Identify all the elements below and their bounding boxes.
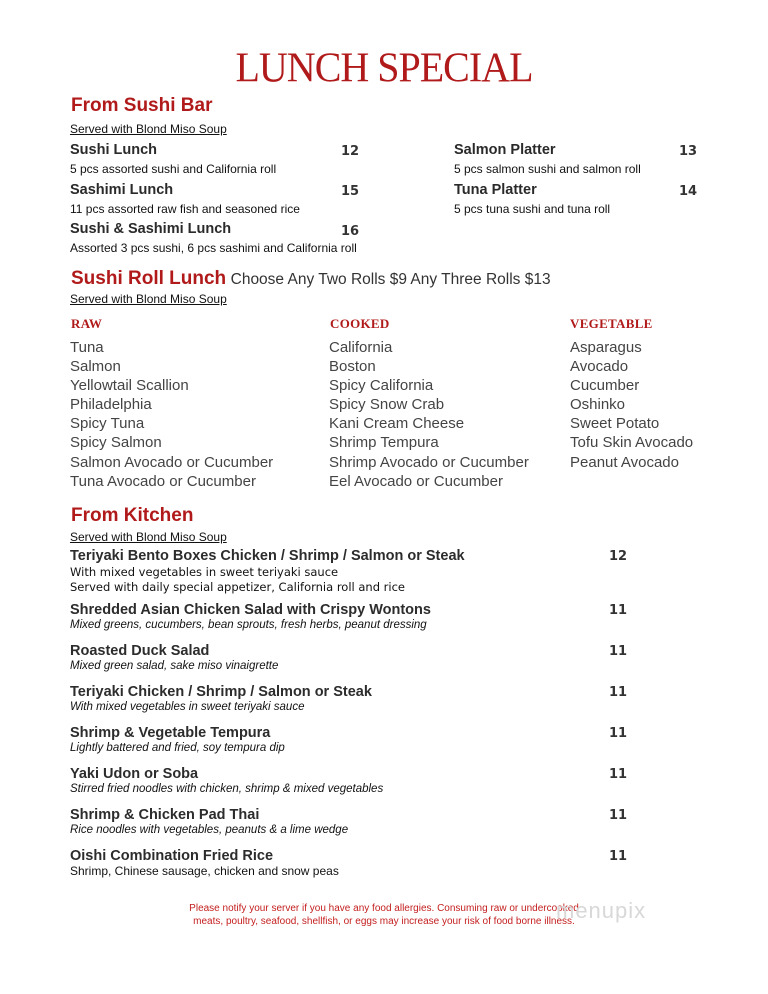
menu-item-desc: Stirred fried noodles with chicken, shrimp & mixed vegetables (70, 783, 384, 795)
roll-lunch-served: Served with Blond Miso Soup (70, 292, 227, 306)
raw-roll-list (70, 338, 273, 491)
list-item: Shrimp Avocado or Cucumber (329, 453, 529, 471)
menu-item-price: 11 (609, 849, 628, 864)
list-item: Spicy Snow Crab (329, 396, 445, 414)
roll-lunch-choose: Choose Any Two Rolls $9 Any Three Rolls $13 (230, 271, 551, 288)
list-item: Eel Avocado or Cucumber (329, 472, 503, 490)
list-item: Sweet Potato (570, 415, 660, 433)
cooked-column-heading: COOKED (330, 316, 390, 331)
menu-item-price: 16 (341, 224, 360, 239)
menu-item-name: Yaki Udon or Soba (70, 766, 199, 782)
page-title: LUNCH SPECIAL (235, 43, 533, 92)
list-item: Boston (329, 358, 376, 376)
list-item: California (329, 339, 393, 356)
menu-item-desc: Assorted 3 pcs sushi, 6 pcs sashimi and California roll (70, 241, 357, 255)
list-item: Philadelphia (70, 396, 152, 414)
allergy-notice-line: meats, poultry, seafood, shellfish, or eggs may increase your risk of food borne illness. (193, 916, 575, 927)
menu-item-price: 11 (609, 808, 628, 823)
menu-item-name: Shrimp & Vegetable Tempura (70, 725, 271, 741)
menu-item-desc: With mixed vegetables in sweet teriyaki sauce (70, 565, 339, 579)
list-item: Salmon Avocado or Cucumber (70, 453, 274, 471)
menu-item-name: Sushi & Sashimi Lunch (70, 221, 232, 237)
allergy-notice (0, 902, 768, 928)
menu-item-price: 14 (679, 184, 698, 199)
list-item: Tofu Skin Avocado (570, 434, 694, 452)
menu-item-desc: 11 pcs assorted raw fish and seasoned rice (70, 202, 300, 216)
menu-item-price: 11 (609, 603, 628, 618)
menu-item-name: Salmon Platter (454, 142, 556, 158)
list-item: Spicy Salmon (70, 434, 162, 452)
menu-item-name: Sushi Lunch (70, 142, 157, 158)
menu-item-price: 11 (609, 685, 628, 700)
menu-item-desc: Lightly battered and fried, soy tempura dip (70, 742, 285, 754)
allergy-notice-line: Please notify your server if you have any food allergies. Consuming raw or undercooked (189, 903, 579, 914)
menu-item-desc: 5 pcs salmon sushi and salmon roll (454, 162, 641, 176)
cooked-roll-list (329, 338, 529, 491)
menu-item-name: Sashimi Lunch (70, 182, 174, 198)
vegetable-column-heading: VEGETABLE (570, 316, 653, 331)
menu-item-name: Tuna Platter (454, 182, 537, 198)
list-item: Avocado (570, 358, 629, 376)
list-item: Yellowtail Scallion (70, 377, 189, 395)
menu-item-name: Teriyaki Chicken / Shrimp / Salmon or Steak (70, 684, 372, 700)
menu-item-price: 11 (609, 726, 628, 741)
roll-lunch-heading: Sushi Roll Lunch (71, 268, 227, 289)
list-item: Kani Cream Cheese (329, 415, 465, 433)
menu-item-price: 15 (341, 184, 360, 199)
menu-item-price: 11 (609, 644, 628, 659)
list-item: Oshinko (570, 396, 626, 414)
list-item: Tuna (70, 339, 104, 356)
menu-item-desc: 5 pcs assorted sushi and California roll (70, 162, 277, 176)
menu-item-desc: Served with daily special appetizer, California roll and rice (70, 580, 405, 594)
menu-item-price: 13 (679, 144, 698, 159)
vegetable-roll-list (570, 338, 693, 472)
list-item: Salmon (70, 358, 121, 376)
menu-item-price: 12 (341, 144, 360, 159)
menu-item-name: Shrimp & Chicken Pad Thai (70, 807, 260, 823)
watermark: menupix (556, 898, 647, 923)
menu-item-name: Teriyaki Bento Boxes Chicken / Shrimp / Salmon or Steak (70, 548, 465, 564)
menu-item-desc: Mixed greens, cucumbers, bean sprouts, fresh herbs, peanut dressing (70, 619, 427, 631)
list-item: Shrimp Tempura (329, 434, 439, 452)
menu-item-desc: Mixed green salad, sake miso vinaigrette (70, 660, 279, 672)
menu-item-desc: Rice noodles with vegetables, peanuts & a lime wedge (70, 824, 349, 836)
menu-item-desc: 5 pcs tuna sushi and tuna roll (454, 202, 611, 216)
menu-item-name: Oishi Combination Fried Rice (70, 848, 274, 864)
menu-item-desc: With mixed vegetables in sweet teriyaki sauce (70, 701, 305, 713)
list-item: Asparagus (570, 339, 642, 356)
list-item: Cucumber (570, 377, 640, 395)
menu-item-price: 11 (609, 767, 628, 782)
sushi-bar-served: Served with Blond Miso Soup (70, 122, 227, 136)
kitchen-heading: From Kitchen (71, 505, 194, 526)
list-item: Spicy Tuna (70, 415, 145, 433)
menu-item-name: Shredded Asian Chicken Salad with Crispy Wontons (70, 602, 431, 618)
raw-column-heading: RAW (71, 316, 103, 331)
menu-item-desc: Shrimp, Chinese sausage, chicken and snow peas (70, 864, 339, 878)
kitchen-served: Served with Blond Miso Soup (70, 530, 227, 544)
menu-item-price: 12 (609, 549, 628, 564)
sushi-bar-heading: From Sushi Bar (71, 95, 213, 116)
list-item: Peanut Avocado (570, 453, 679, 471)
roll-lunch-header (71, 268, 551, 290)
menu-item-name: Roasted Duck Salad (70, 643, 210, 659)
list-item: Spicy California (329, 377, 434, 395)
list-item: Tuna Avocado or Cucumber (70, 472, 256, 490)
